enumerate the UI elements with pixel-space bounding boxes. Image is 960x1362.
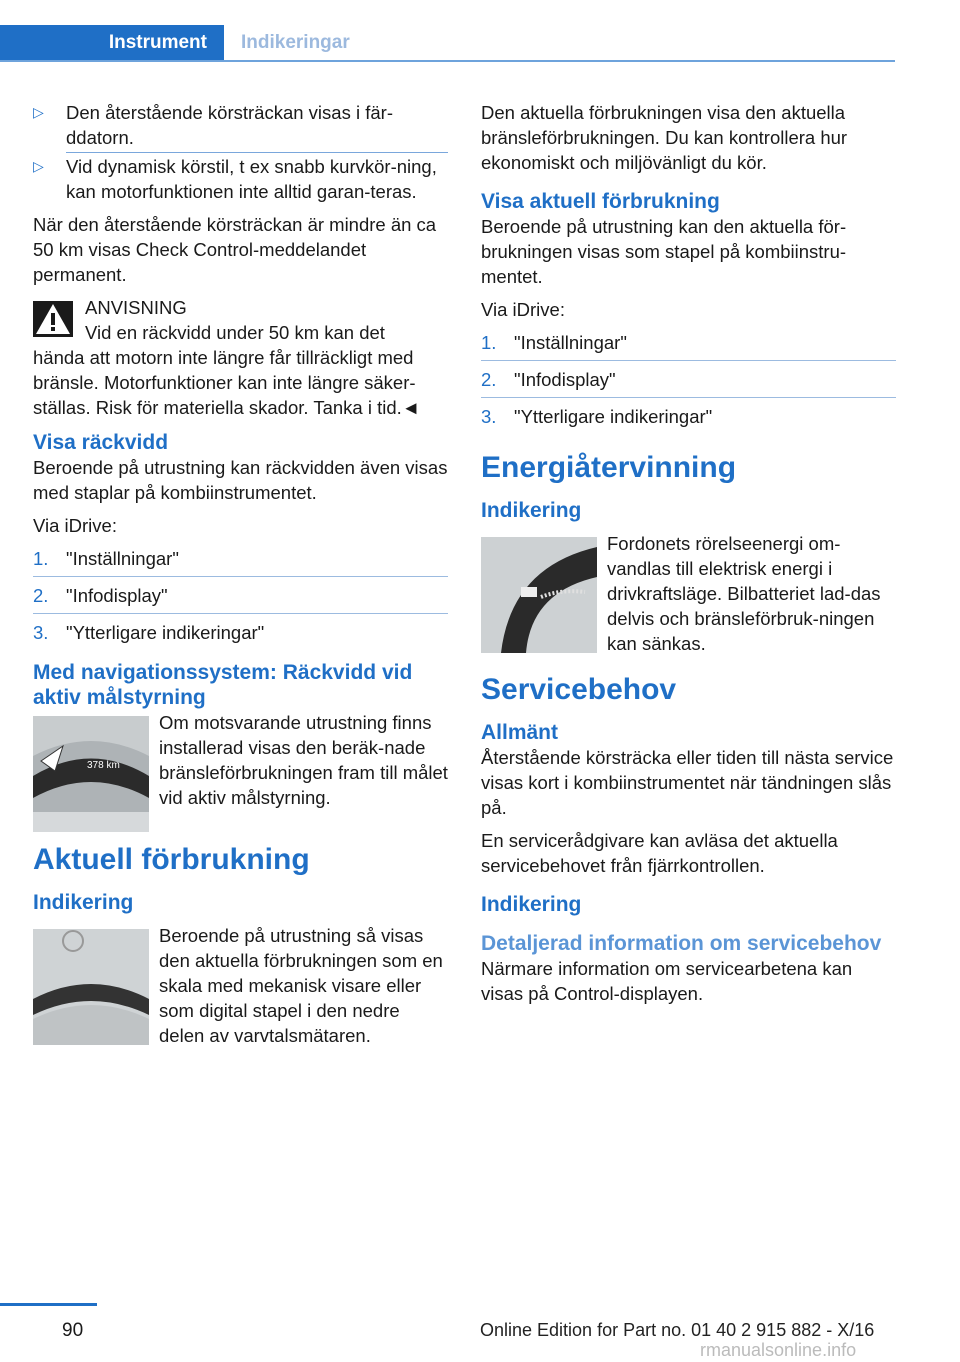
section-heading-range: Visa räckvidd xyxy=(33,431,169,454)
tab-indikeringar[interactable] xyxy=(224,25,350,61)
figure-text: Fordonets rörelseenergi om-vandlas till elektrisk energi i drivkraftsläge. Bilbatteriet lad-das delvis och bränsleförbruk-ningen kan sänkas. xyxy=(607,533,881,654)
edition-note: Online Edition for Part no. 01 40 2 915 882 - X/16 xyxy=(480,1320,875,1340)
subheading-indication: Indikering xyxy=(481,893,582,916)
energy-recovery-gauge-image xyxy=(481,537,597,653)
section-title-energy: Energiåtervinning xyxy=(481,451,737,484)
bullet-list xyxy=(33,100,448,204)
tab-underline xyxy=(0,60,895,62)
list-item: 1. "Inställningar" xyxy=(481,330,896,361)
figure-block xyxy=(481,531,896,656)
steps-list xyxy=(33,546,448,650)
steps-list xyxy=(481,330,896,434)
paragraph: Återstående körsträcka eller tiden till nästa service visas kort i kombiinstrumentet när tändningen slås på. xyxy=(481,747,894,818)
tab-instrument[interactable] xyxy=(0,25,224,61)
paragraph: Via iDrive: xyxy=(481,299,565,320)
list-item: 3. "Ytterligare indikeringar" xyxy=(33,622,265,643)
paragraph: Den aktuella förbrukningen visa den aktuella bränsleförbrukningen. Du kan kontrollera hur ekonomiskt och miljövänligt du kör. xyxy=(481,102,848,173)
footer-rule xyxy=(0,1303,97,1306)
right-column xyxy=(481,100,896,1014)
warning-text-first: Vid en räckvidd under 50 km kan det xyxy=(85,322,385,343)
triangle-bullet-icon: ▷ xyxy=(33,158,44,174)
list-item: 2. "Infodisplay" xyxy=(33,583,448,614)
section-heading-general: Allmänt xyxy=(481,721,559,744)
subheading-indication: Indikering xyxy=(33,891,134,914)
subheading-indication: Indikering xyxy=(481,499,582,522)
figure-block xyxy=(33,710,448,826)
chapter-tabs xyxy=(0,25,895,61)
triangle-bullet-icon: ▷ xyxy=(33,104,44,120)
range-gauge-image xyxy=(33,716,149,832)
warning-text-rest: hända att motorn inte längre får tillräckligt med bränsle. Motorfunktioner kan inte längre säker-ställas. Risk för materiella skador. Tanka i tid.◄ xyxy=(33,347,421,418)
section-title-consumption: Aktuell förbrukning xyxy=(33,843,310,876)
tab-instrument-label: Instrument xyxy=(108,32,207,53)
paragraph: Via iDrive: xyxy=(33,515,117,536)
list-item: 3. "Ytterligare indikeringar" xyxy=(481,406,713,427)
figure-block xyxy=(33,923,448,1048)
section-heading-navigation: Med navigationssystem: Räckvidd vid aktiv målstyrning xyxy=(33,661,413,709)
page-number: 90 xyxy=(62,1320,84,1341)
paragraph: När den återstående körsträckan är mindre än ca 50 km visas Check Control-meddelandet permanent. xyxy=(33,214,437,285)
gauge-readout: 378 km xyxy=(87,760,120,771)
section-heading-show-consumption: Visa aktuell förbrukning xyxy=(481,190,720,213)
list-item: ▷ Vid dynamisk körstil, t ex snabb kurvkör-ning, kan motorfunktionen inte alltid garan-teras. xyxy=(33,156,437,202)
paragraph: Beroende på utrustning kan räckvidden även visas med staplar på kombiinstrumentet. xyxy=(33,457,448,503)
section-title-service: Servicebehov xyxy=(481,673,677,706)
left-column xyxy=(33,100,448,1062)
warning-triangle-icon xyxy=(33,301,73,337)
paragraph: Närmare information om servicearbetena kan visas på Control-displayen. xyxy=(481,958,853,1004)
paragraph: Beroende på utrustning kan den aktuella för-brukningen visas som stapel på kombiinstru-mentet. xyxy=(481,216,847,287)
list-item: ▷ Den återstående körsträckan visas i fär-ddatorn. xyxy=(33,102,393,148)
watermark: rmanualsonline.info xyxy=(700,1340,857,1360)
consumption-gauge-image xyxy=(33,929,149,1045)
paragraph: En servicerådgivare kan avläsa det aktuella servicebehovet från fjärrkontrollen. xyxy=(481,830,838,876)
warning-box xyxy=(33,295,448,420)
figure-text: Beroende på utrustning så visas den aktuella förbrukningen som en skala med mekanisk visare eller som digital stapel i den nedre delen av varvtalsmätaren. xyxy=(159,925,443,1046)
figure-text: Om motsvarande utrustning finns installerad visas den beräk-nade bränsleförbrukningen fram till målet vid aktiv målstyrning. xyxy=(159,712,448,808)
list-item: 2. "Infodisplay" xyxy=(481,367,896,398)
section-heading-detail: Detaljerad information om servicebehov xyxy=(481,932,882,955)
divider xyxy=(66,152,448,153)
tab-indikeringar-label: Indikeringar xyxy=(241,32,350,53)
warning-title: ANVISNING xyxy=(85,297,187,318)
list-item: 1. "Inställningar" xyxy=(33,546,448,577)
